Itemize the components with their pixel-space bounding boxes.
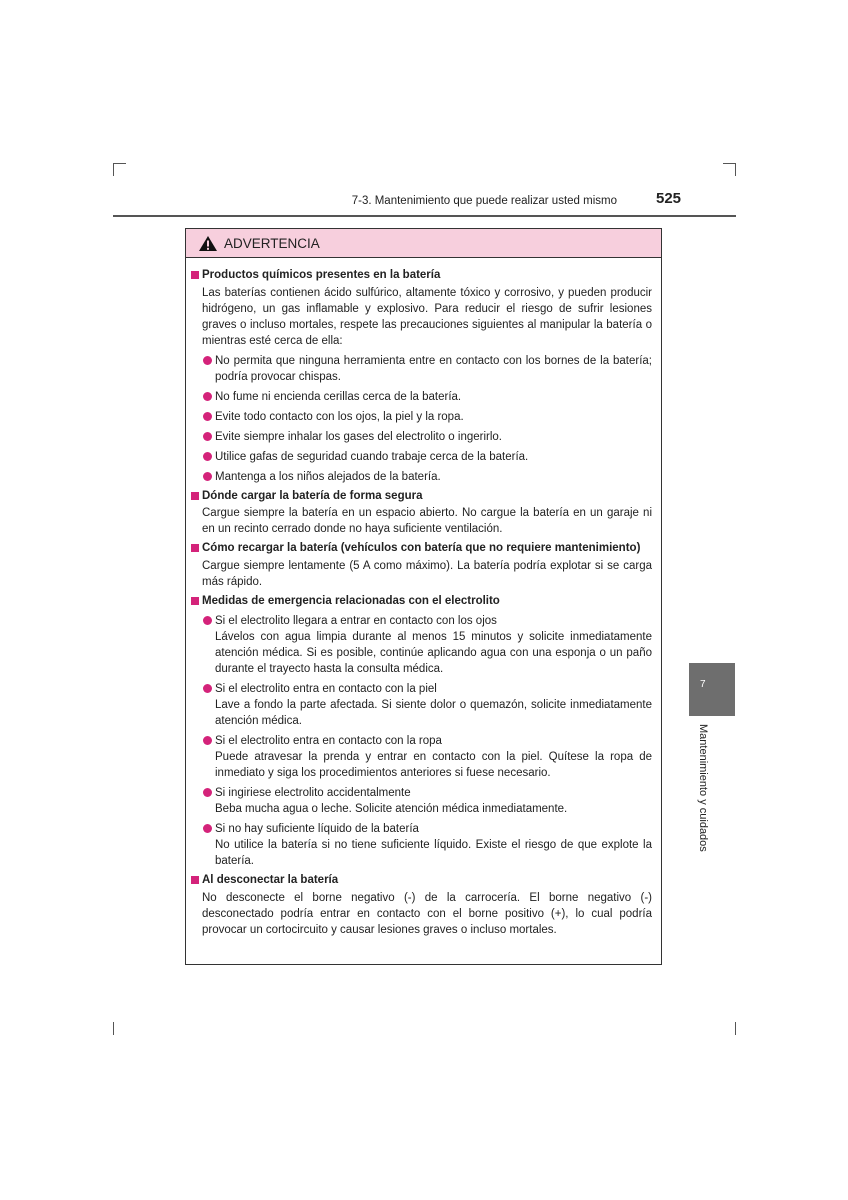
section-text: Las baterías contienen ácido sulfúrico, altamente tóxico y corrosivo, y pueden producir hidrógeno, un gas inflamable y explosivo. Para reducir el riesgo de sufrir lesiones graves o incluso mortales, respete las precauciones siguientes al manipular la batería o mientras esté cerca de ella: <box>202 286 652 347</box>
list-item: Utilice gafas de seguridad cuando trabaje cerca de la batería. <box>190 449 652 465</box>
bullet-dot-icon <box>203 472 212 481</box>
crop-mark-top-left-v <box>113 163 114 176</box>
bullet-dot-icon <box>203 392 212 401</box>
warning-body <box>186 258 661 938</box>
crop-mark-bottom-right <box>735 1022 736 1035</box>
bullet-dot-icon <box>203 356 212 365</box>
bullet-dot-icon <box>203 616 212 625</box>
crop-mark-top-right-v <box>735 163 736 176</box>
section-heading: Productos químicos presentes en la batería <box>190 268 652 284</box>
crop-mark-top-right-h <box>723 163 736 164</box>
list-item: Evite todo contacto con los ojos, la piel y la ropa. <box>190 409 652 425</box>
square-bullet-icon <box>191 597 199 605</box>
header-rule <box>113 215 736 217</box>
running-header: 7-3. Mantenimiento que puede realizar usted mismo <box>351 195 617 207</box>
list-item: Evite siempre inhalar los gases del electrolito o ingerirlo. <box>190 429 652 445</box>
list-item: No fume ni encienda cerillas cerca de la batería. <box>190 389 652 405</box>
list-item: Si el electrolito entra en contacto con la piel Lave a fondo la parte afectada. Si siente dolor o quemazón, solicite inmediatamente atención médica. <box>190 681 652 729</box>
section-text: Cargue siempre la batería en un espacio abierto. No cargue la batería en un garaje ni en un recinto cerrado donde no haya suficiente ventilación. <box>202 507 652 535</box>
square-bullet-icon <box>191 876 199 884</box>
section-text: Cargue siempre lentamente (5 A como máximo). La batería podría explotar si se carga más rápido. <box>202 559 652 588</box>
square-bullet-icon <box>191 271 199 279</box>
section-heading: Medidas de emergencia relacionadas con el electrolito <box>190 594 652 610</box>
bullet-dot-icon <box>203 824 212 833</box>
chapter-tab <box>689 663 735 716</box>
bullet-dot-icon <box>203 684 212 693</box>
warning-box <box>185 228 662 965</box>
list-item: No permita que ninguna herramienta entre en contacto con los bornes de la batería; podría provocar chispas. <box>190 353 652 385</box>
warning-title: ADVERTENCIA <box>224 235 320 251</box>
section-text: No desconecte el borne negativo (-) de la carrocería. El borne negativo (-) desconectado podría entrar en contacto con el borne positivo (+), lo cual podría provocar un cortocircuito y causar lesiones graves o incluso mortales. <box>202 891 652 936</box>
section-heading: Al desconectar la batería <box>190 873 652 889</box>
chapter-label: Mantenimiento y cuidados <box>697 724 709 852</box>
list-item: Mantenga a los niños alejados de la batería. <box>190 469 652 485</box>
chapter-number: 7 <box>700 679 706 690</box>
crop-mark-bottom-left <box>113 1022 114 1035</box>
square-bullet-icon <box>191 492 199 500</box>
square-bullet-icon <box>191 544 199 552</box>
bullet-dot-icon <box>203 412 212 421</box>
list-item: Si el electrolito entra en contacto con la ropa Puede atravesar la prenda y entrar en contacto con la piel. Quítese la ropa de inmediato y siga los procedimientos anteriores si fuese necesario. <box>190 733 652 781</box>
list-item: Si ingiriese electrolito accidentalmente Beba mucha agua o leche. Solicite atención médica inmediatamente. <box>190 785 652 817</box>
crop-mark-top-left-h <box>113 163 126 164</box>
list-item: Si no hay suficiente líquido de la batería No utilice la batería si no tiene suficiente líquido. Existe el riesgo de que explote la batería. <box>190 821 652 869</box>
list-item: Si el electrolito llegara a entrar en contacto con los ojos Lávelos con agua limpia durante al menos 15 minutos y solicite inmediatamente atención médica. Si es posible, continúe aplicando agua con una esponja o un paño durante el trayecto hasta la consulta médica. <box>190 613 652 677</box>
warning-header <box>186 229 661 258</box>
page-number: 525 <box>656 190 682 207</box>
section-heading: Dónde cargar la batería de forma segura <box>190 489 652 505</box>
bullet-dot-icon <box>203 736 212 745</box>
bullet-dot-icon <box>203 452 212 461</box>
bullet-dot-icon <box>203 788 212 797</box>
section-heading: Cómo recargar la batería (vehículos con batería que no requiere mantenimiento) <box>190 541 652 557</box>
warning-triangle-icon <box>198 235 218 252</box>
bullet-dot-icon <box>203 432 212 441</box>
